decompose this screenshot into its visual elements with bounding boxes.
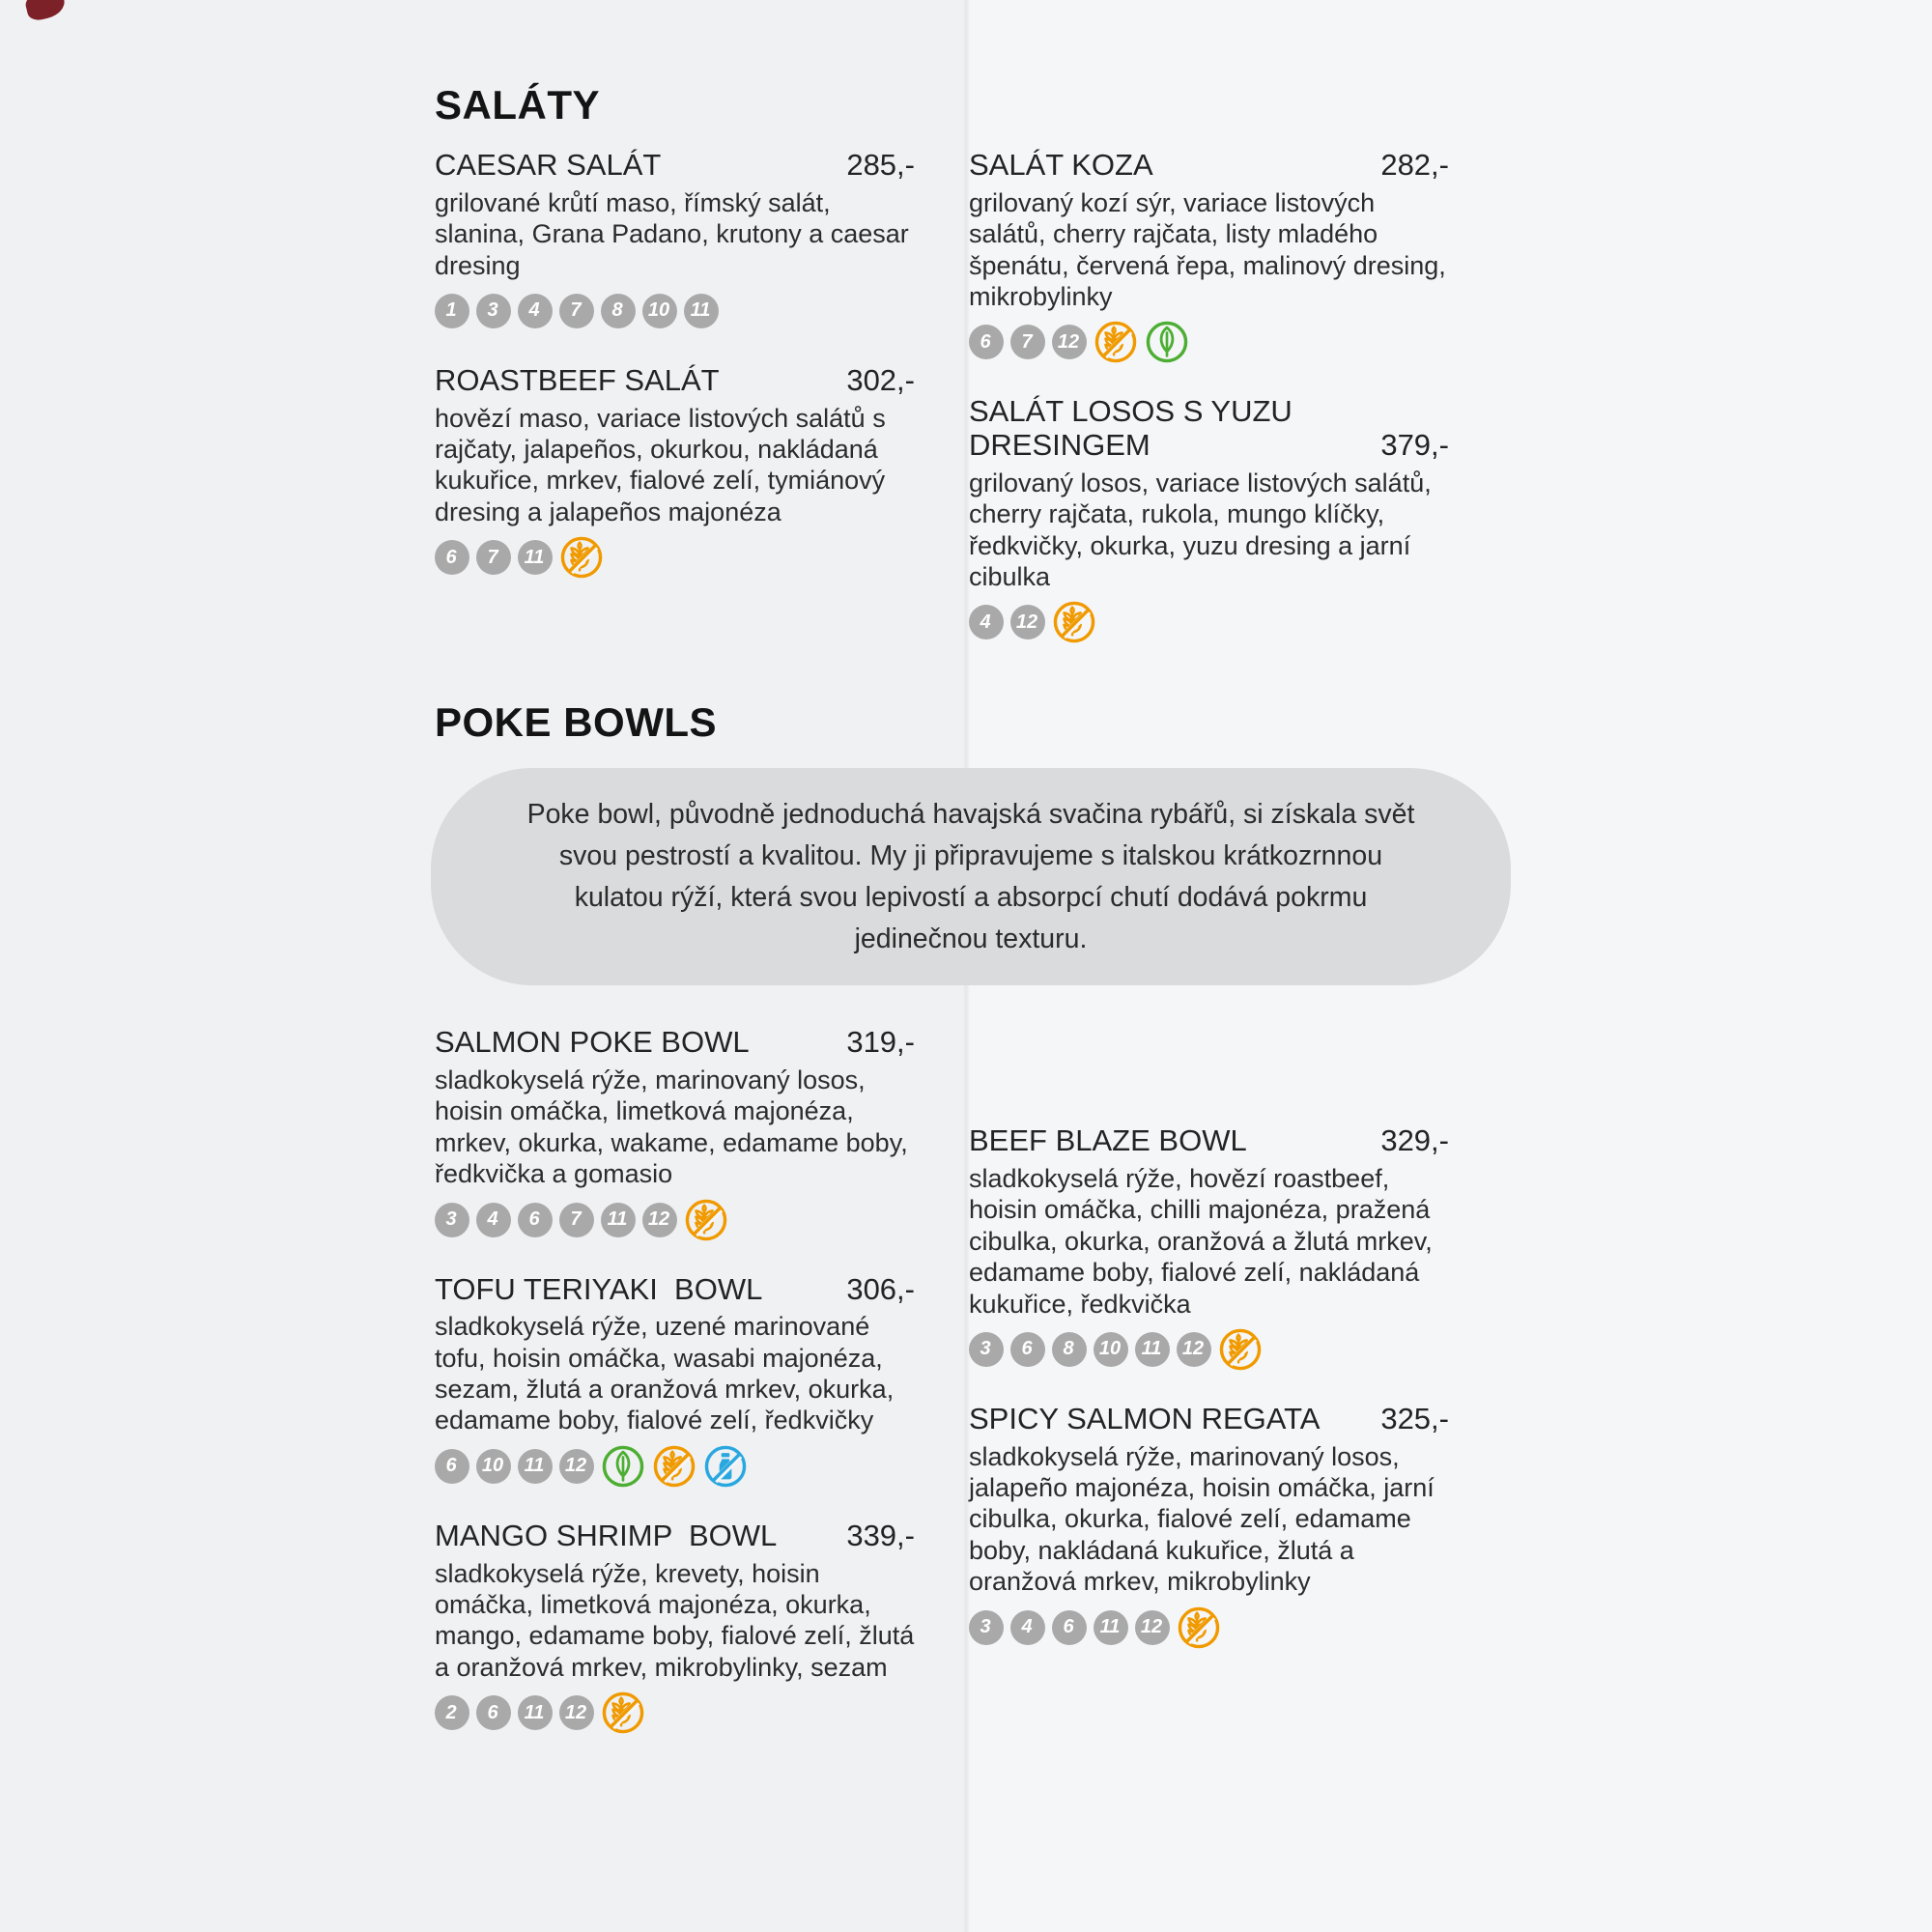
- section-title: SALÁTY: [435, 82, 600, 128]
- menu-item: [969, 149, 1449, 364]
- column-right: [969, 149, 1449, 675]
- item-header: [435, 364, 915, 398]
- allergen-badge: 7: [559, 294, 594, 328]
- column-left: [435, 149, 915, 675]
- allergen-badge: 6: [1010, 1332, 1045, 1367]
- item-price: 325,-: [1380, 1401, 1449, 1435]
- allergen-badge: 12: [559, 1695, 594, 1730]
- allergen-badges: [969, 600, 1449, 644]
- item-header: [969, 395, 1449, 462]
- allergen-badge: 12: [1052, 325, 1087, 359]
- gluten-free-icon: [684, 1198, 728, 1242]
- allergen-badge: 11: [1094, 1610, 1128, 1645]
- allergen-badge: 10: [642, 294, 677, 328]
- column-left: [435, 1026, 915, 1766]
- item-description: sladkokyselá rýže, hovězí roastbeef, hoisin omáčka, chilli majonéza, pražená cibulka, okurka, oranžová a žlutá mrkev, edamame boby, fialové zelí, nakládaná kukuřice, ředkvička: [969, 1164, 1433, 1319]
- gluten-free-icon: [652, 1444, 696, 1489]
- item-price: 306,-: [846, 1271, 915, 1306]
- item-header: [435, 1026, 915, 1060]
- allergen-badge: 6: [518, 1203, 553, 1237]
- menu-item: [435, 1273, 915, 1489]
- allergen-badge: 11: [601, 1203, 636, 1237]
- allergen-badge: 1: [435, 294, 469, 328]
- item-name: BEEF BLAZE BOWL: [969, 1123, 1247, 1158]
- poke-bowl-intro-box: Poke bowl, původně jednoduchá havajská svačina rybářů, si získala svět svou pestrostí a kvalitou. My ji připravujeme s italskou krátkozrnnou kulatou rýží, která svou lepivostí a absorpcí chutí dodává pokrmu jedinečnou texturu.: [431, 768, 1511, 985]
- menu-item: [435, 1026, 915, 1241]
- item-name: ROASTBEEF SALÁT: [435, 362, 720, 397]
- section-columns: [435, 149, 1449, 675]
- allergen-badge: 12: [559, 1449, 594, 1484]
- allergen-badges: [435, 1444, 915, 1489]
- allergen-badge: 11: [518, 540, 553, 575]
- allergen-badge: 4: [1010, 1610, 1045, 1645]
- gluten-free-icon: [1218, 1327, 1263, 1372]
- allergen-badge: 12: [1010, 605, 1045, 639]
- item-name: SPICY SALMON REGATA: [969, 1401, 1321, 1435]
- item-price: 379,-: [1380, 428, 1449, 462]
- menu-item: [435, 364, 915, 580]
- item-header: [435, 1520, 915, 1553]
- allergen-badge: 4: [969, 605, 1004, 639]
- allergen-badge: 6: [435, 1449, 469, 1484]
- menu-section-salaty: [435, 82, 1449, 675]
- allergen-badges: [435, 1198, 915, 1242]
- item-price: 282,-: [1380, 148, 1449, 182]
- allergen-badges: [969, 320, 1449, 364]
- item-description: grilovaný losos, variace listových salátů, cherry rajčata, rukola, mungo klíčky, ředkvičky, okurka, yuzu dresing a jarní cibulka: [969, 468, 1432, 591]
- menu-item: [435, 149, 915, 333]
- item-description: sladkokyselá rýže, krevety, hoisin omáčka, limetková majonéza, okurka, mango, edamame boby, fialové zelí, žlutá a oranžová mrkev, mikrobylinky, sezam: [435, 1558, 915, 1682]
- allergen-badge: 12: [642, 1203, 677, 1237]
- allergen-badges: [435, 1690, 915, 1735]
- section-title: POKE BOWLS: [435, 699, 718, 746]
- allergen-badge: 10: [476, 1449, 511, 1484]
- item-price: 302,-: [846, 362, 915, 397]
- allergen-badges: [969, 1327, 1449, 1372]
- allergen-badge: 2: [435, 1695, 469, 1730]
- allergen-badge: 6: [476, 1695, 511, 1730]
- item-name: TOFU TERIYAKI BOWL: [435, 1271, 763, 1306]
- item-header: [969, 1124, 1449, 1158]
- allergen-badge: 6: [435, 540, 469, 575]
- menu-page: [435, 82, 1449, 1766]
- allergen-badge: 6: [969, 325, 1004, 359]
- section-columns: [435, 1026, 1449, 1766]
- allergen-badge: 4: [518, 294, 553, 328]
- allergen-badge: 7: [1010, 325, 1045, 359]
- item-description: grilovaný kozí sýr, variace listových salátů, cherry rajčata, listy mladého špenátu, červená řepa, malinový dresing, mikrobylinky: [969, 187, 1446, 311]
- menu-item: [435, 1520, 915, 1735]
- allergen-badge: 7: [476, 540, 511, 575]
- item-description: hovězí maso, variace listových salátů s rajčaty, jalapeños, okurkou, nakládaná kukuřice, mrkev, fialové zelí, tymiánový dresing a jalapeños majonéza: [435, 403, 886, 526]
- allergen-badge: 11: [1135, 1332, 1170, 1367]
- item-description: sladkokyselá rýže, uzené marinované tofu, hoisin omáčka, wasabi majonéza, sezam, žlutá a oranžová mrkev, okurka, edamame boby, fialové zelí, ředkvičky: [435, 1312, 895, 1435]
- menu-item: [969, 395, 1449, 644]
- allergen-badge: 3: [476, 294, 511, 328]
- item-name: SALÁT KOZA: [969, 148, 1153, 182]
- gluten-free-icon: [559, 535, 604, 580]
- menu-section-poke-bowls: [435, 699, 1449, 1766]
- item-description: sladkokyselá rýže, marinovaný losos, hoisin omáčka, limetková majonéza, mrkev, okurka, wakame, edamame boby, ředkvička a gomasio: [435, 1065, 908, 1189]
- allergen-badge: 12: [1135, 1610, 1170, 1645]
- vegetarian-icon: [601, 1444, 645, 1489]
- gluten-free-icon: [1177, 1605, 1221, 1650]
- allergen-badge: 3: [969, 1610, 1004, 1645]
- allergen-badge: 12: [1177, 1332, 1211, 1367]
- menu-item: [969, 1403, 1449, 1650]
- item-header: [969, 1403, 1449, 1436]
- item-name: MANGO SHRIMP BOWL: [435, 1518, 778, 1552]
- item-name: SALÁT LOSOS S YUZU DRESINGEM: [969, 394, 1301, 462]
- menu-item: [969, 1124, 1449, 1372]
- lactose-free-icon: [703, 1444, 748, 1489]
- item-price: 329,-: [1380, 1123, 1449, 1158]
- allergen-badges: [969, 1605, 1449, 1650]
- item-description: sladkokyselá rýže, marinovaný losos, jalapeño majonéza, hoisin omáčka, jarní cibulka, okurka, fialové zelí, edamame boby, nakládaná kukuřice, žlutá a oranžová mrkev, mikrobylinky: [969, 1441, 1435, 1597]
- allergen-badge: 8: [1052, 1332, 1087, 1367]
- allergen-badge: 11: [518, 1695, 553, 1730]
- item-description: grilované krůtí maso, římský salát, slanina, Grana Padano, krutony a caesar dresing: [435, 187, 909, 280]
- item-header: [435, 149, 915, 183]
- allergen-badge: 3: [969, 1332, 1004, 1367]
- allergen-badge: 3: [435, 1203, 469, 1237]
- item-price: 285,-: [846, 148, 915, 182]
- allergen-badge: 11: [684, 294, 719, 328]
- vegetarian-icon: [1145, 320, 1189, 364]
- gluten-free-icon: [601, 1690, 645, 1735]
- allergen-badge: 10: [1094, 1332, 1128, 1367]
- allergen-badge: 6: [1052, 1610, 1087, 1645]
- item-header: [435, 1273, 915, 1307]
- item-price: 319,-: [846, 1025, 915, 1060]
- allergen-badges: [435, 289, 915, 333]
- corner-logo-fragment: [23, 0, 68, 22]
- gluten-free-icon: [1094, 320, 1138, 364]
- allergen-badge: 4: [476, 1203, 511, 1237]
- column-right: [969, 1026, 1449, 1766]
- item-header: [969, 149, 1449, 183]
- allergen-badges: [435, 535, 915, 580]
- item-price: 339,-: [846, 1518, 915, 1552]
- allergen-badge: 8: [601, 294, 636, 328]
- gluten-free-icon: [1052, 600, 1096, 644]
- item-name: CAESAR SALÁT: [435, 148, 662, 182]
- allergen-badge: 11: [518, 1449, 553, 1484]
- allergen-badge: 7: [559, 1203, 594, 1237]
- item-name: SALMON POKE BOWL: [435, 1025, 750, 1060]
